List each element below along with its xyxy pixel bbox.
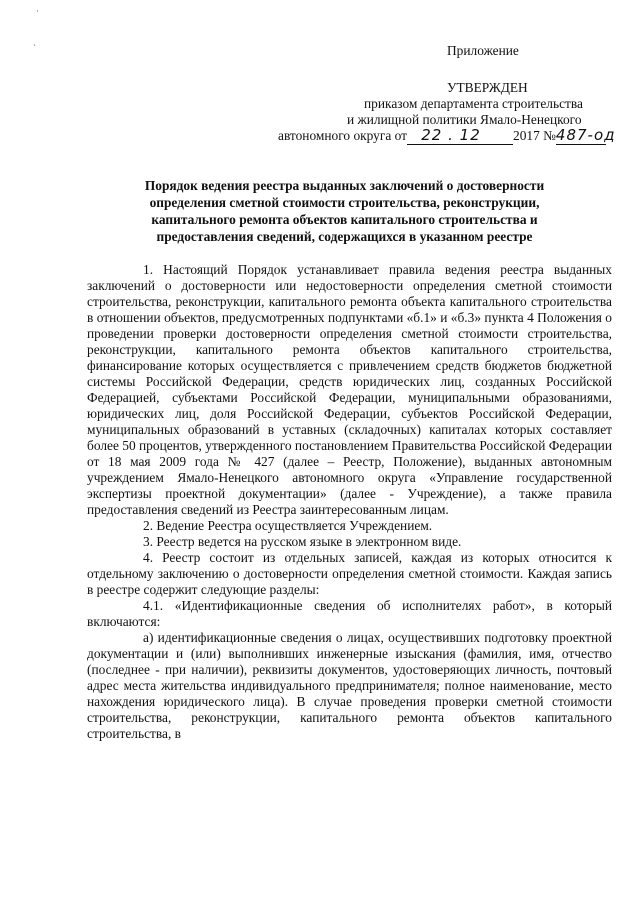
paragraph-4-1: 4.1. «Идентификационные сведения об исполнителях работ», в который включаются: (87, 598, 612, 629)
document-title: Порядок ведения реестра выданных заключений о достоверности определения сметной стоимости строительства, реконструкции, капитального ремонта объектов капитального строительства и предоставления сведений, содержащихся в указанном реестре (144, 178, 545, 244)
scan-mark: ˎ (33, 36, 36, 46)
handwritten-number: 487-од (555, 126, 616, 144)
paragraph-4-1-a: а) идентификационные сведения о лицах, осуществивших подготовку проектной документации и (или) выполнивших инженерные изыскания (фамилия, имя, отчество (последнее - при наличии), реквизиты документов, удостоверяющих личность, почтовый адрес места жительства индивидуального предпринимателя; полное наименование, место нахождения юридического лица). В случае проведения проверки сметной стоимости строительства, реконструкции, капитального ремонта объектов капитального строительства, в (87, 630, 612, 741)
approval-line-3 (278, 126, 616, 145)
paragraph-3: 3. Реестр ведется на русском языке в электронном виде. (143, 534, 462, 549)
handwritten-date: 22 . 12 (407, 127, 495, 145)
scan-mark: · (36, 6, 39, 16)
paragraph-1: 1. Настоящий Порядок устанавливает правила ведения реестра выданных заключений о достоверности или недостоверности определения сметной стоимости строительства, реконструкции, капитального ремонта объекта капитального строительства в отношении объектов, предусмотренных подпунктами «б.1» и «б.3» пункта 4 Положения о проведении проверки достоверности определения сметной стоимости строительства, реконструкции, капитального ремонта объектов капитального строительства, финансирование которых осуществляется с привлечением средств бюджетов бюджетной системы Российской Федерации, средств юридических лиц, созданных Российской Федерацией, субъектами Российской Федерации, муниципальными образованиями, юридических лиц, доля Российской Федерации, субъектов Российской Федерации, муниципальных образований в уставных (складочных) капиталах которых составляет более 50 процентов, утвержденного постановлением Правительства Российской Федерации от 18 мая 2009 года № 427 (далее – Реестр, Положение), выданных автономным учреждением Ямало-Ненецкого автономного округа «Управление государственной экспертизы проектной документации» (далее - Учреждение), а также правила предоставления сведений из Реестра заинтересованным лицам. (87, 262, 612, 517)
approval-line-3-prefix: автономного округа от (278, 128, 408, 143)
year-number-label: 2017 № (513, 128, 556, 143)
paragraph-4: 4. Реестр состоит из отдельных записей, каждая из которых относится к отдельному заключению о достоверности определения сметной стоимости. Каждая запись в реестре содержит следующие разделы: (87, 550, 612, 597)
approval-line-2: и жилищной политики Ямало-Ненецкого (347, 112, 582, 127)
document-body (87, 262, 612, 742)
approval-line-1: приказом департамента строительства (364, 96, 583, 111)
date-underline (495, 128, 513, 145)
paragraph-2: 2. Ведение Реестра осуществляется Учреждением. (143, 518, 433, 533)
approved-label: УТВЕРЖДЕН (447, 80, 528, 95)
appendix-label: Приложение (447, 43, 519, 58)
